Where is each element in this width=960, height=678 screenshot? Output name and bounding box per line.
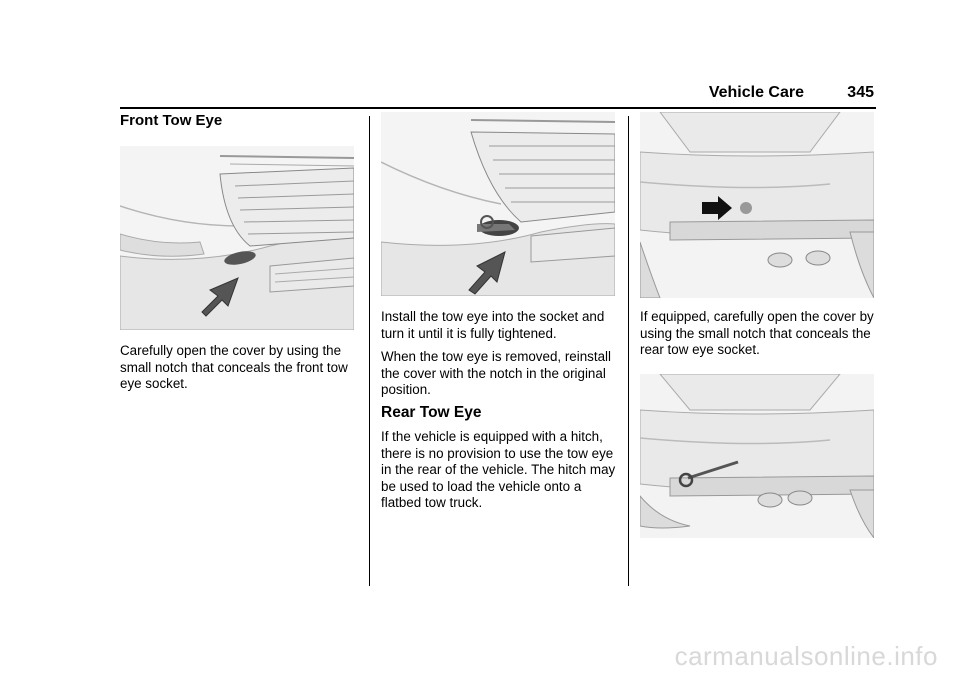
rear-tow-eye-installed-illustration (640, 374, 874, 538)
rear-tow-eye-text: If the vehicle is equipped with a hitch, there is no provision to use the tow eye in the rear of the vehicle. The hitch may be used to load the vehicle onto a flatbed tow truck. (381, 429, 616, 510)
header-rule (120, 107, 876, 109)
section-title: Vehicle Care (708, 84, 804, 101)
front-cover-illustration (120, 146, 354, 330)
install-text: Install the tow eye into the socket and turn it until it is fully tightened. (381, 309, 605, 341)
column-divider-2 (628, 116, 629, 586)
rear-cover-illustration (640, 112, 874, 298)
rear-tow-eye-heading: Rear Tow Eye (381, 404, 482, 421)
column-divider-1 (369, 116, 370, 586)
install-tow-eye-illustration (381, 112, 615, 296)
page-number: 345 (847, 84, 874, 101)
front-tow-eye-text: Carefully open the cover by using the small notch that conceals the front tow eye socket. (120, 343, 348, 391)
watermark: carmanualsonline.info (674, 641, 938, 671)
rear-cover-text: If equipped, carefully open the cover by using the small notch that conceals the rear tow eye socket. (640, 309, 874, 357)
removed-text: When the tow eye is removed, reinstall the cover with the notch in the original position. (381, 349, 611, 397)
page-header (640, 84, 876, 106)
front-tow-eye-heading: Front Tow Eye (120, 112, 223, 129)
